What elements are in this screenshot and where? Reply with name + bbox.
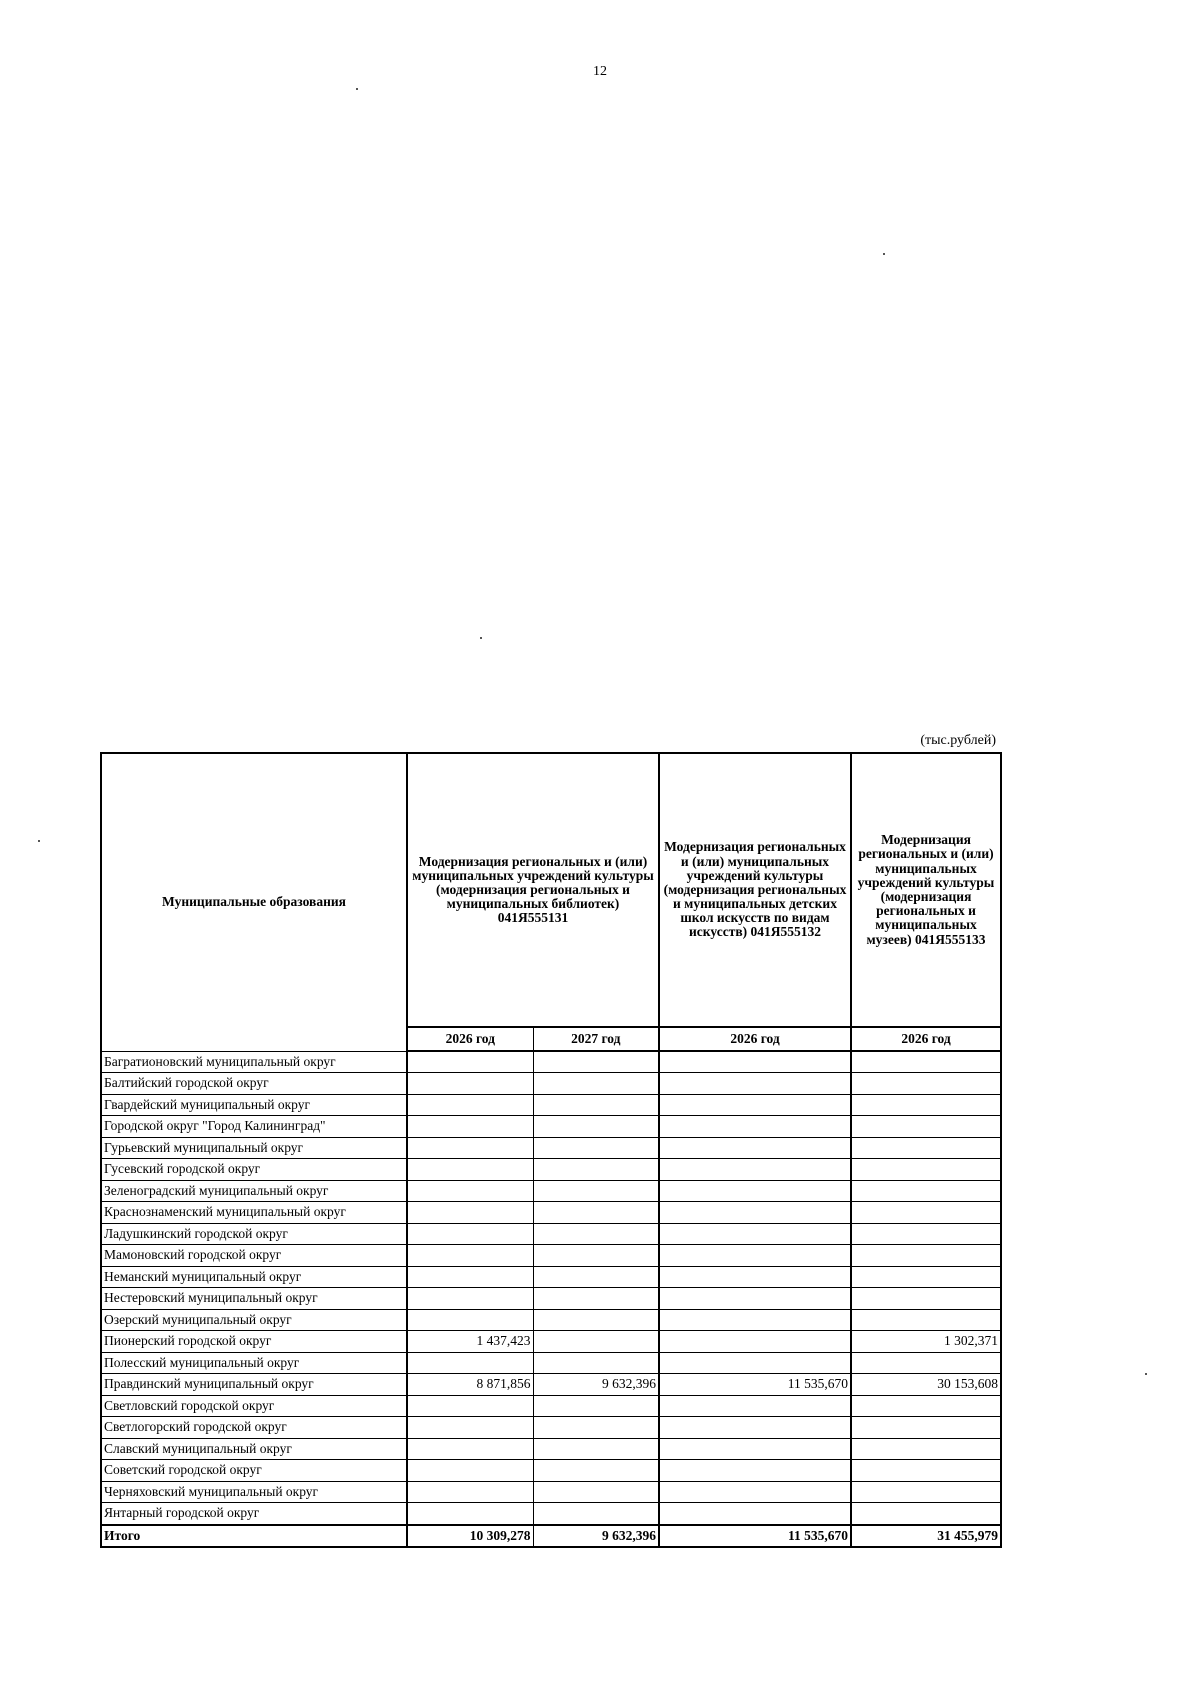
value-cell [851, 1309, 1001, 1331]
value-cell [533, 1460, 659, 1482]
year-header: 2026 год [407, 1027, 533, 1051]
value-cell [851, 1180, 1001, 1202]
units-label: (тыс.рублей) [920, 733, 996, 748]
table-row [101, 1438, 1001, 1460]
value-cell [851, 1438, 1001, 1460]
value-cell [533, 1116, 659, 1138]
municipality-name: Озерский муниципальный округ [101, 1309, 407, 1331]
municipality-name: Полесский муниципальный округ [101, 1352, 407, 1374]
municipality-name: Мамоновский городской округ [101, 1245, 407, 1267]
table-row [101, 1288, 1001, 1310]
value-cell: 9 632,396 [533, 1525, 659, 1548]
municipality-name: Светловский городской округ [101, 1395, 407, 1417]
value-cell [851, 1417, 1001, 1439]
value-cell [659, 1288, 851, 1310]
table-row [101, 1503, 1001, 1525]
value-cell [533, 1137, 659, 1159]
value-cell [851, 1094, 1001, 1116]
value-cell [533, 1395, 659, 1417]
value-cell: 1 302,371 [851, 1331, 1001, 1353]
table-row [101, 1137, 1001, 1159]
municipality-name: Нестеровский муниципальный округ [101, 1288, 407, 1310]
value-cell [533, 1288, 659, 1310]
table-row [101, 1460, 1001, 1482]
scan-speck [1145, 1373, 1147, 1375]
table-row [101, 1073, 1001, 1095]
value-cell [851, 1481, 1001, 1503]
value-cell: 11 535,670 [659, 1525, 851, 1548]
value-cell [851, 1245, 1001, 1267]
value-cell [659, 1352, 851, 1374]
table-row [101, 1116, 1001, 1138]
value-cell [851, 1137, 1001, 1159]
value-cell [659, 1245, 851, 1267]
value-cell [533, 1503, 659, 1525]
value-cell [407, 1159, 533, 1181]
value-cell [533, 1202, 659, 1224]
value-cell: 9 632,396 [533, 1374, 659, 1396]
table-row [101, 1051, 1001, 1073]
table-row [101, 1094, 1001, 1116]
municipality-name: Славский муниципальный округ [101, 1438, 407, 1460]
table-row [101, 1245, 1001, 1267]
table-row [101, 1266, 1001, 1288]
municipality-name: Балтийский городской округ [101, 1073, 407, 1095]
value-cell [407, 1417, 533, 1439]
value-cell [407, 1223, 533, 1245]
value-cell [659, 1460, 851, 1482]
value-cell [533, 1417, 659, 1439]
value-cell [407, 1137, 533, 1159]
value-cell [533, 1051, 659, 1073]
value-cell [533, 1245, 659, 1267]
municipality-name: Краснознаменский муниципальный округ [101, 1202, 407, 1224]
municipality-name: Светлогорский городской округ [101, 1417, 407, 1439]
page-number: 12 [593, 64, 607, 79]
total-label: Итого [101, 1525, 407, 1548]
value-cell [659, 1438, 851, 1460]
total-row [101, 1525, 1001, 1548]
value-cell [659, 1395, 851, 1417]
year-header: 2026 год [659, 1027, 851, 1051]
value-cell [659, 1417, 851, 1439]
value-cell [407, 1116, 533, 1138]
table-row [101, 1202, 1001, 1224]
municipality-name: Советский городской округ [101, 1460, 407, 1482]
value-cell: 10 309,278 [407, 1525, 533, 1548]
table-row [101, 1352, 1001, 1374]
value-cell [851, 1051, 1001, 1073]
value-cell [659, 1116, 851, 1138]
value-cell [659, 1094, 851, 1116]
value-cell [407, 1503, 533, 1525]
value-cell [533, 1159, 659, 1181]
value-cell [659, 1159, 851, 1181]
municipality-name: Багратионовский муниципальный округ [101, 1051, 407, 1073]
value-cell [533, 1438, 659, 1460]
value-cell [407, 1094, 533, 1116]
value-cell [851, 1395, 1001, 1417]
header-municipalities: Муниципальные образования [101, 753, 407, 1051]
budget-table [100, 752, 1002, 1548]
value-cell [407, 1202, 533, 1224]
value-cell [407, 1352, 533, 1374]
municipality-name: Пионерский городской округ [101, 1331, 407, 1353]
value-cell: 31 455,979 [851, 1525, 1001, 1548]
value-cell [851, 1073, 1001, 1095]
municipality-name: Городской округ "Город Калининград" [101, 1116, 407, 1138]
municipality-name: Неманский муниципальный округ [101, 1266, 407, 1288]
value-cell [533, 1094, 659, 1116]
value-cell [851, 1266, 1001, 1288]
value-cell [407, 1438, 533, 1460]
value-cell [407, 1073, 533, 1095]
value-cell [659, 1073, 851, 1095]
value-cell [407, 1051, 533, 1073]
value-cell [533, 1481, 659, 1503]
table-row [101, 1395, 1001, 1417]
value-cell [407, 1266, 533, 1288]
year-header: 2027 год [533, 1027, 659, 1051]
value-cell [851, 1352, 1001, 1374]
value-cell [851, 1116, 1001, 1138]
value-cell [533, 1180, 659, 1202]
municipality-name: Зеленоградский муниципальный округ [101, 1180, 407, 1202]
value-cell [533, 1266, 659, 1288]
value-cell [533, 1309, 659, 1331]
value-cell [407, 1245, 533, 1267]
value-cell [533, 1352, 659, 1374]
header-museums: Модернизация региональных и (или) муниципальных учреждений культуры (модернизация региональных и муниципальных музеев) 041Я555133 [851, 753, 1001, 1027]
value-cell [407, 1288, 533, 1310]
value-cell: 11 535,670 [659, 1374, 851, 1396]
value-cell [407, 1309, 533, 1331]
municipality-name: Янтарный городской округ [101, 1503, 407, 1525]
value-cell [851, 1503, 1001, 1525]
value-cell [851, 1202, 1001, 1224]
value-cell [407, 1180, 533, 1202]
value-cell: 8 871,856 [407, 1374, 533, 1396]
municipality-name: Правдинский муниципальный округ [101, 1374, 407, 1396]
value-cell [659, 1331, 851, 1353]
value-cell [659, 1051, 851, 1073]
value-cell [659, 1503, 851, 1525]
municipality-name: Гусевский городской округ [101, 1159, 407, 1181]
table-body [101, 1051, 1001, 1547]
header-art-schools: Модернизация региональных и (или) муниципальных учреждений культуры (модернизация региональных и муниципальных детских школ искусств по видам искусств) 041Я555132 [659, 753, 851, 1027]
value-cell [533, 1223, 659, 1245]
municipality-name: Черняховский муниципальный округ [101, 1481, 407, 1503]
value-cell [851, 1460, 1001, 1482]
table-row [101, 1331, 1001, 1353]
value-cell [659, 1223, 851, 1245]
value-cell [407, 1481, 533, 1503]
table-row [101, 1159, 1001, 1181]
header-libraries: Модернизация региональных и (или) муниципальных учреждений культуры (модернизация региональных и муниципальных библиотек) 041Я555131 [407, 753, 659, 1027]
value-cell [533, 1073, 659, 1095]
value-cell [659, 1481, 851, 1503]
value-cell [659, 1309, 851, 1331]
scan-speck [480, 637, 482, 639]
value-cell [659, 1202, 851, 1224]
scan-speck [38, 840, 40, 842]
value-cell [659, 1180, 851, 1202]
table-row [101, 1180, 1001, 1202]
value-cell [659, 1137, 851, 1159]
year-header: 2026 год [851, 1027, 1001, 1051]
value-cell [407, 1460, 533, 1482]
table-row [101, 1417, 1001, 1439]
value-cell [659, 1266, 851, 1288]
table-row [101, 1223, 1001, 1245]
value-cell [533, 1331, 659, 1353]
scan-speck [883, 253, 885, 255]
scan-speck [356, 88, 358, 90]
value-cell: 1 437,423 [407, 1331, 533, 1353]
value-cell [851, 1223, 1001, 1245]
municipality-name: Гурьевский муниципальный округ [101, 1137, 407, 1159]
value-cell [407, 1395, 533, 1417]
value-cell: 30 153,608 [851, 1374, 1001, 1396]
municipality-name: Гвардейский муниципальный округ [101, 1094, 407, 1116]
value-cell [851, 1159, 1001, 1181]
table-row [101, 1374, 1001, 1396]
table-row [101, 1481, 1001, 1503]
table-row [101, 1309, 1001, 1331]
municipality-name: Ладушкинский городской округ [101, 1223, 407, 1245]
value-cell [851, 1288, 1001, 1310]
